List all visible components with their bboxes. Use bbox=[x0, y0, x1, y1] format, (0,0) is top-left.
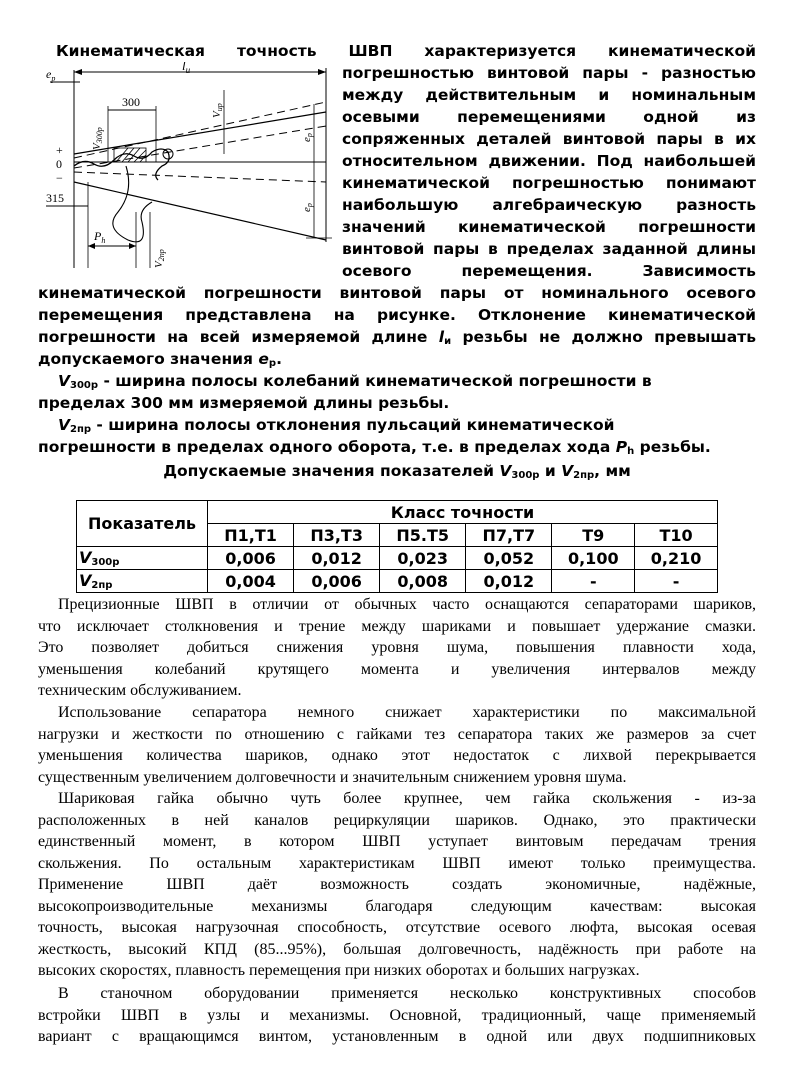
para-line: высокопроизводительные механизмы благодаря следующим качествам: высокая bbox=[38, 897, 756, 915]
para-line: уменьшения количества шариков, однако этот недостаток с лихвой перекрывается bbox=[38, 747, 756, 764]
para-line: существенным увеличением долговечности и значительным снижением уровня шума. bbox=[38, 768, 627, 786]
class-col: Т10 bbox=[635, 524, 718, 547]
label-v2pr: V2пр bbox=[153, 249, 166, 268]
table-cell: - bbox=[635, 570, 718, 593]
para-line: техническим обслуживанием. bbox=[38, 682, 242, 699]
intro-full-line: погрешности на всей измеряемой длине $l_и$ резьбы не должно превышать bbox=[38, 328, 756, 347]
label-300: 300 bbox=[122, 95, 140, 109]
definition-v300: $V_{300р}$ - ширина полосы колебаний кинематической погрешности в bbox=[58, 372, 652, 391]
intro-full-line: допускаемого значения $e_p$. bbox=[38, 350, 282, 369]
para-line: Прецизионные ШВП в отличии от обычных часто оснащаются сепараторами шариков, bbox=[58, 596, 756, 613]
intro-line: наибольшую алгебраическую разность bbox=[342, 196, 756, 214]
label-315: 315 bbox=[46, 191, 64, 205]
label-plus: + bbox=[56, 143, 63, 157]
table-cell: 0,100 bbox=[552, 547, 635, 570]
intro-full-width bbox=[38, 282, 756, 370]
intro-line: сопряженных деталей винтовой пары в их bbox=[342, 130, 756, 148]
intro-line: погрешностью винтовой пары - разностью bbox=[342, 64, 756, 82]
table-title: Допускаемые значения показателей $V_{300р}$ и $V_{2пр}$, мм bbox=[163, 462, 631, 481]
tolerance-table bbox=[76, 500, 718, 593]
table-cell: 0,012 bbox=[466, 570, 552, 593]
intro-full-line: кинематической погрешности винтовой пары от номинального осевого bbox=[38, 284, 756, 302]
kinematic-error-figure bbox=[44, 62, 336, 274]
definition-v2pr: $V_{2пр}$ - ширина полосы отклонения пульсаций кинематической bbox=[58, 416, 615, 435]
para-line: Шариковая гайка обычно чуть более крупнее, чем гайка скольжения - из-за bbox=[58, 790, 756, 807]
para-line: точность, высокая нагрузочная способность, отсутствие осевого люфта, высокая осевая bbox=[38, 919, 756, 936]
intro-right-column bbox=[342, 62, 756, 282]
para-line: Это позволяет добиться снижения уровня шума, повышения плавности хода, bbox=[38, 639, 756, 656]
intro-line: между действительным и номинальным bbox=[342, 86, 756, 104]
intro-line: значений кинематической погрешности bbox=[342, 218, 756, 236]
class-col: П1,Т1 bbox=[208, 524, 294, 547]
class-col: П7,Т7 bbox=[466, 524, 552, 547]
para-line: скольжения. По остальным характеристикам ШВП имеют только преимущества. bbox=[38, 854, 756, 872]
table-cell: 0,004 bbox=[208, 570, 294, 593]
table-cell: - bbox=[552, 570, 635, 593]
intro-line: относительном движении. Под наибольшей bbox=[342, 152, 756, 170]
paragraph-separators bbox=[38, 594, 756, 702]
header-class: Класс точности bbox=[208, 501, 718, 524]
table-cell: 0,008 bbox=[380, 570, 466, 593]
para-line: Использование сепаратора немного снижает характеристики по максимальной bbox=[58, 704, 756, 721]
header-param: Показатель bbox=[77, 501, 208, 547]
label-ep-top: $e_p$ bbox=[46, 67, 56, 83]
table-cell: 0,052 bbox=[466, 547, 552, 570]
table-cell: 0,023 bbox=[380, 547, 466, 570]
paragraph-separator-usage bbox=[38, 702, 756, 788]
label-minus: − bbox=[56, 171, 63, 185]
para-line: Применение ШВП даёт возможность создать экономичные, надёжные, bbox=[38, 876, 756, 893]
intro-line: кинематической погрешностью понимают bbox=[342, 174, 756, 192]
class-col: П3,Т3 bbox=[294, 524, 380, 547]
table-row bbox=[77, 570, 718, 593]
para-line: уменьшения колебаний крутящего момента и увеличения интервалов между bbox=[38, 660, 756, 678]
para-line: жесткость, высокий КПД (85...95%), большая долговечность, надёжность при работе на bbox=[38, 940, 756, 958]
para-line: встройки ШВП в узлы и механизмы. Основной, традиционный, чаще применяемый bbox=[38, 1006, 756, 1024]
paragraph-ball-nut bbox=[38, 788, 756, 982]
class-col: П5.Т5 bbox=[380, 524, 466, 547]
definitions bbox=[38, 370, 756, 458]
table-cell: 0,210 bbox=[635, 547, 718, 570]
row-head-v2pr: $V_{2пр}$ bbox=[77, 570, 208, 593]
table-cell: 0,006 bbox=[208, 547, 294, 570]
row-head-v300: $V_{300р}$ bbox=[77, 547, 208, 570]
intro-line: винтовой пары в пределах заданной длины bbox=[342, 240, 756, 258]
intro-line: осевого перемещения. Зависимость bbox=[342, 262, 756, 280]
class-col: Т9 bbox=[552, 524, 635, 547]
paragraph-machine-tools bbox=[38, 983, 756, 1048]
label-vup: Vир bbox=[211, 103, 224, 118]
intro-full-line: перемещения представлена на рисунке. Отклонение кинематической bbox=[38, 306, 756, 324]
para-line: высоких скоростях, плавность перемещения при низких оборотах и больших нагрузках. bbox=[38, 962, 640, 979]
para-line: нагрузки и жесткости по отношению с гайками тез сепаратора таких же размеров за счет bbox=[38, 725, 756, 743]
definition-v2pr-cont: погрешности в пределах одного оборота, т.е. в пределах хода $P_h$ резьбы. bbox=[38, 438, 711, 457]
para-line: что исключает столкновения и трение между шариками и повышает удержание смазки. bbox=[38, 617, 756, 635]
table-cell: 0,006 bbox=[294, 570, 380, 593]
label-ph: $P_h$ bbox=[94, 229, 106, 245]
table-cell: 0,012 bbox=[294, 547, 380, 570]
definition-v300-cont: пределах 300 мм измеряемой длины резьбы. bbox=[38, 394, 450, 412]
label-ep-right-lower: ep bbox=[301, 203, 314, 212]
table-row bbox=[77, 547, 718, 570]
label-zero: 0 bbox=[56, 157, 62, 171]
intro-first-line: Кинематическая точность ШВП характеризуется кинематической bbox=[56, 42, 756, 60]
para-line: В станочном оборудовании применяется несколько конструктивных способов bbox=[58, 985, 756, 1002]
label-lu: $l_и$ bbox=[182, 62, 191, 75]
label-ep-right-upper: ep bbox=[301, 133, 314, 142]
para-line: вариант с вращающимся винтом, установленным в одной или двух подшипниковых bbox=[38, 1028, 756, 1045]
label-v300p: V300p bbox=[91, 127, 104, 150]
para-line: единственный момент, в котором ШВП уступает винтовым передачам трения bbox=[38, 833, 756, 850]
para-line: расположенных в ней каналов рециркуляции шариков. Однако, это практически bbox=[38, 811, 756, 829]
intro-line: осевыми перемещениями одной из bbox=[342, 108, 756, 126]
